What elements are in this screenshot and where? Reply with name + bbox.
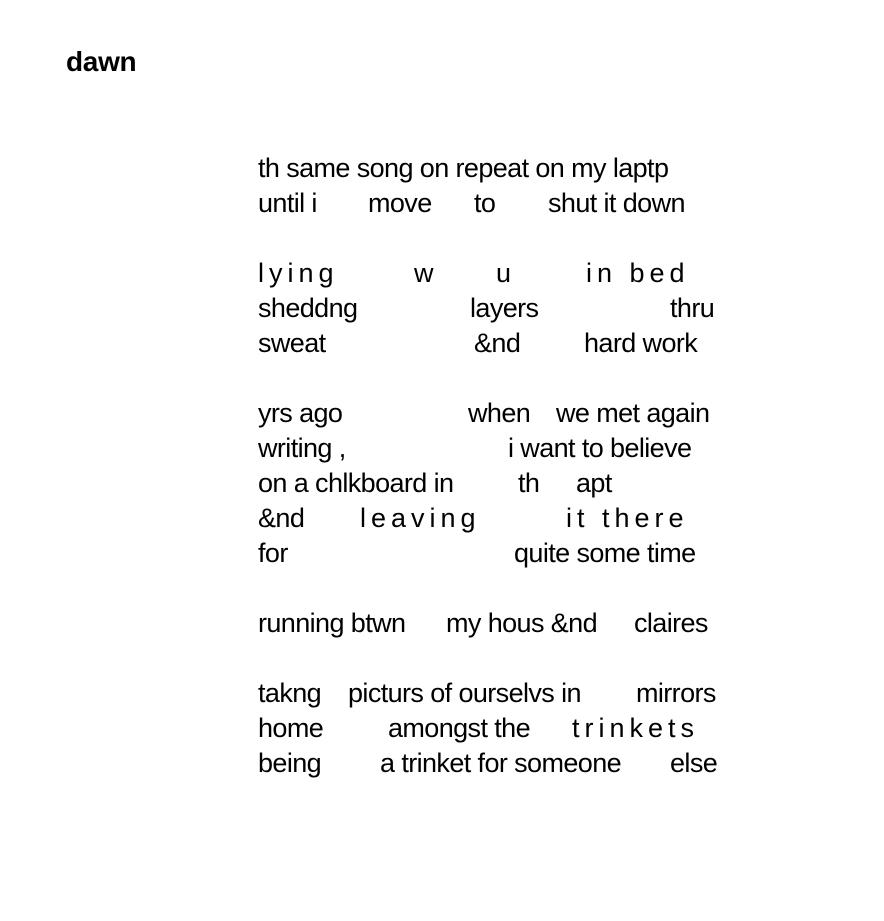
line-text: home <box>258 713 324 743</box>
stanza-break <box>258 221 858 256</box>
line-text: it there <box>566 503 689 533</box>
line-text: u <box>496 258 511 288</box>
line-text: lying <box>258 258 339 288</box>
line-text: th <box>518 468 540 498</box>
line-text: sheddng <box>258 293 358 323</box>
line-text: else <box>670 748 718 778</box>
line-text: for <box>258 538 288 568</box>
line-text: &nd <box>474 328 521 358</box>
line-text: writing , <box>258 433 346 463</box>
line-text: picturs of ourselvs in <box>348 678 581 708</box>
line-text: my hous &nd <box>446 608 597 638</box>
line-text: w <box>414 258 433 288</box>
line-text: quite some time <box>514 538 696 568</box>
line-text: we met again <box>556 398 710 428</box>
poem-line <box>258 256 858 291</box>
line-text: leaving <box>360 503 481 533</box>
line-text: &nd <box>258 503 305 533</box>
poem-line <box>258 606 858 641</box>
line-text: takng <box>258 678 322 708</box>
poem-line <box>258 326 858 361</box>
poem-line <box>258 431 858 466</box>
poem-line <box>258 536 858 571</box>
line-text: in bed <box>586 258 690 288</box>
line-text: trinkets <box>572 713 700 743</box>
line-text: shut it down <box>548 188 685 218</box>
line-text: hard work <box>584 328 698 358</box>
line-text: claires <box>634 608 708 638</box>
line-text: move <box>368 188 432 218</box>
poem-line <box>258 676 858 711</box>
poem-line <box>258 151 858 186</box>
line-text: apt <box>576 468 612 498</box>
stanza <box>258 606 858 641</box>
line-text: sweat <box>258 328 326 358</box>
stanza <box>258 256 858 361</box>
poem-line <box>258 291 858 326</box>
stanza <box>258 676 858 781</box>
poem-line <box>258 746 858 781</box>
poem-body <box>258 151 858 781</box>
stanza <box>258 396 858 571</box>
poem-line <box>258 396 858 431</box>
line-text: th same song on repeat on my laptp <box>258 153 669 183</box>
poem-line <box>258 711 858 746</box>
line-text: when <box>468 398 531 428</box>
poem-line <box>258 466 858 501</box>
poem-line <box>258 186 858 221</box>
line-text: running btwn <box>258 608 406 638</box>
stanza-break <box>258 361 858 396</box>
stanza-break <box>258 641 858 676</box>
line-text: thru <box>670 293 715 323</box>
line-text: mirrors <box>636 678 716 708</box>
line-text: amongst the <box>388 713 530 743</box>
line-text: i want to believe <box>508 433 692 463</box>
line-text: layers <box>470 293 539 323</box>
stanza <box>258 151 858 221</box>
line-text: until i <box>258 188 317 218</box>
line-text: to <box>474 188 496 218</box>
poem-title: dawn <box>66 46 137 77</box>
stanza-break <box>258 571 858 606</box>
poem-line <box>258 501 858 536</box>
line-text: yrs ago <box>258 398 343 428</box>
line-text: a trinket for someone <box>380 748 622 778</box>
line-text: on a chlkboard in <box>258 468 454 498</box>
line-text: being <box>258 748 322 778</box>
